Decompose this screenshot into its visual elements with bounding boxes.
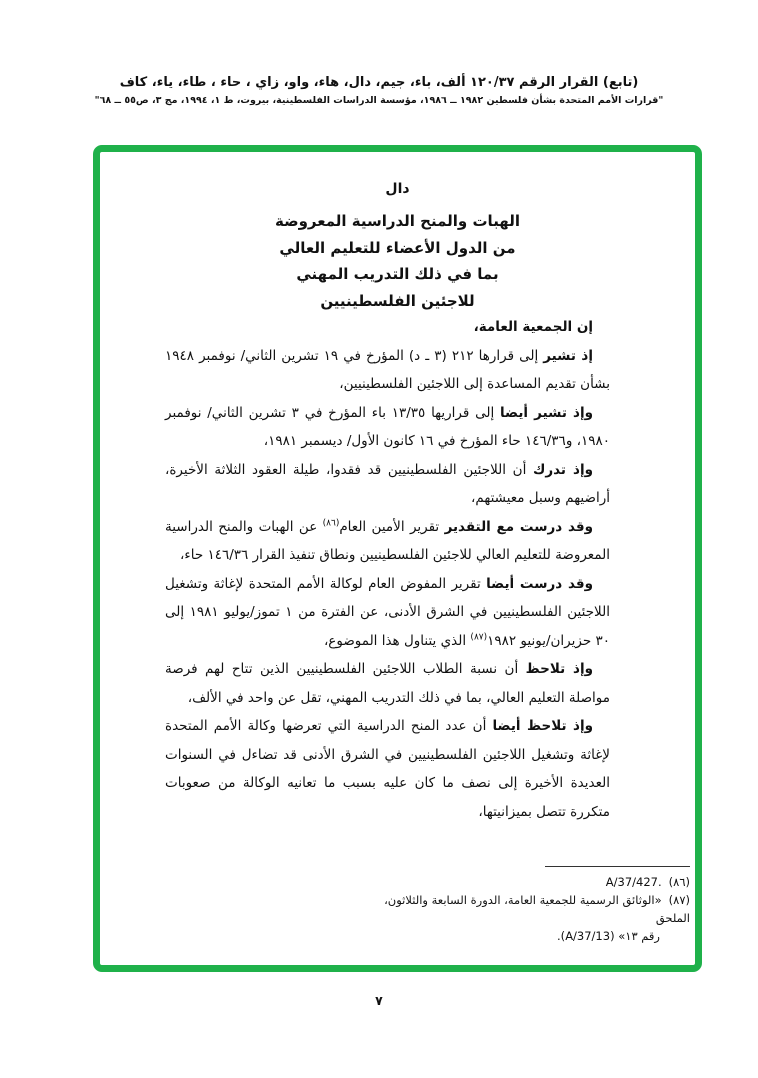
paragraph-text: عن الهبات والمنح الدراسية المعروضة للتعليم العالي للاجئين الفلسطينيين ونطاق تنفيذ القرار ١٤٦/٣٦ حاء، (165, 518, 610, 563)
page-header (0, 75, 758, 106)
paragraph-text: تقرير الأمين العام (339, 518, 445, 535)
footnote-marker: (٨٦) (668, 875, 690, 889)
footnote-86 (350, 873, 690, 891)
paragraph-text: أن اللاجئين الفلسطينيين قد فقدوا، طيلة العقود الثلاثة الأخيرة، أراضيهم وسبل معيشتهم، (165, 461, 610, 506)
footnote-marker: (٨٧) (668, 893, 690, 907)
header-resolution-line: (تابع) القرار الرقم ١٢٠/٣٧ ألف، باء، جيم، دال، هاء، واو، زاي ، حاء ، طاء، ياء، كاف (119, 75, 639, 90)
title-line-1: الهبات والمنح الدراسية المعروضة (275, 212, 520, 230)
paragraph-text: الذي يتناول هذا الموضوع، (323, 632, 471, 649)
lead-phrase: وإذ تدرك (532, 461, 593, 478)
footnote-text: «الوثائق الرسمية للجمعية العامة، الدورة السابعة والثلاثون، الملحق (384, 893, 690, 925)
footnote-ref-86: (٨٦) (322, 518, 340, 528)
footnotes-separator (545, 866, 690, 867)
paragraph-text: إلى قراريها ١٣/٣٥ باء المؤرخ في ٣ تشرين الثاني/ نوفمبر ١٩٨٠، و١٤٦/٣٦ حاء المؤرخ في ١٦ كانون الأول/ ديسمبر ١٩٨١، (165, 404, 610, 449)
title-line-2: من الدول الأعضاء للتعليم العالي (279, 238, 516, 257)
paragraph-recalling-also (165, 399, 610, 456)
title-line-3: بما في ذلك التدريب المهني (296, 265, 499, 283)
footnote-87-continuation: رقم ١٣» (A/37/13). (557, 929, 660, 943)
document-title (100, 208, 695, 314)
document-body (165, 313, 610, 826)
paragraph-text: أن عدد المنح الدراسية التي تعرضها وكالة الأمم المتحدة لإغاثة وتشغيل اللاجئين الفلسطينيين في الشرق الأدنى قد تضاءل في السنوات العديدة الأخيرة إلى نصف ما كان عليه بسبب ما تعانيه الوكالة من صعوبات متكررة تتصل بميزانيتها، (165, 718, 610, 820)
footnote-text: A/37/427. (605, 875, 662, 889)
lead-phrase: وقد درست أيضا (486, 575, 593, 592)
lead-phrase: وإذ تلاحظ (525, 661, 593, 677)
paragraph-preamble (165, 313, 610, 342)
paragraph-recalling (165, 342, 610, 399)
lead-phrase: إن الجمعية العامة، (473, 319, 593, 335)
lead-phrase: وإذ تلاحظ أيضا (492, 718, 593, 734)
lead-phrase: وقد درست مع التقدير (444, 518, 593, 535)
footnote-87 (350, 891, 690, 927)
footnote-ref-87: (٨٧) (470, 632, 488, 642)
header-source-line: "قرارات الأمم المتحدة بشأن فلسطين ١٩٨٢ ــ ١٩٨٦، مؤسسة الدراسات الفلسطينية، بيروت، ط ١، ١٩٩٤، مج ٣، ص٥٥ ــ ٦٨" (94, 95, 664, 106)
paragraph-noting-also (165, 712, 610, 826)
page-number: ٧ (375, 993, 383, 1008)
lead-phrase: وإذ تشير أيضا (499, 404, 594, 421)
paragraph-text: تقرير المفوض العام لوكالة الأمم المتحدة لإغاثة وتشغيل اللاجئين الفلسطينيين في الشرق الأدنى، عن الفترة من ١ تموز/يوليو ١٩٨١ إلى ٣٠ حزيران/يونيو ١٩٨٢ (165, 575, 610, 649)
paragraph-text: إلى قرارها ٢١٢ (٣ ـ د) المؤرخ في ١٩ تشرين الثاني/ نوفمبر ١٩٤٨ بشأن تقديم المساعدة إلى اللاجئين الفلسطينيين، (165, 347, 610, 392)
paragraph-studied-unrwa-report (165, 570, 610, 656)
paragraph-studied-sg-report (165, 513, 610, 570)
paragraph-text: أن نسبة الطلاب اللاجئين الفلسطينيين الذين تتاح لهم فرصة مواصلة التعليم العالي، بما في ذلك التدريب المهني، تقل عن واحد في الألف، (165, 661, 610, 706)
title-line-4: للاجئين الفلسطينيين (320, 291, 475, 310)
section-letter: دال (385, 181, 410, 197)
paragraph-aware (165, 456, 610, 513)
footnotes-section (350, 866, 690, 945)
lead-phrase: إذ تشير (543, 347, 593, 364)
paragraph-noting (165, 655, 610, 712)
document-frame (93, 145, 702, 972)
